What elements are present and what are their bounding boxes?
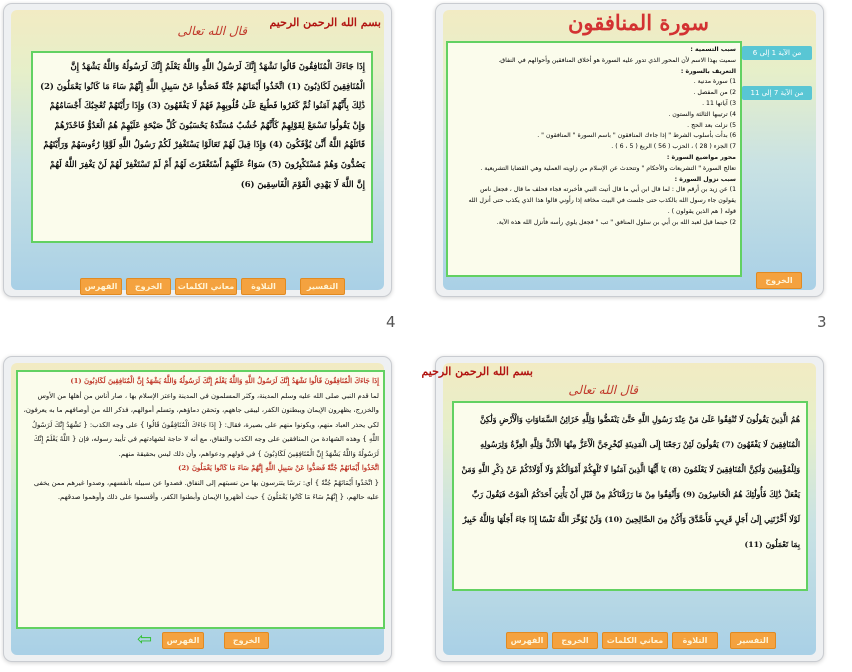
back-arrow-icon[interactable]: ⇦	[137, 629, 153, 650]
info-line: 2) حينما قيل لعبد الله بن أبي بن سلول المنافق " تب " فجعل يلوي رأسه فأنزل الله هذه الآية.	[496, 218, 736, 226]
qala-heading: قال الله تعالى	[177, 24, 247, 38]
verses-text: إِذَا جَاءَكَ الْمُنَافِقُونَ قَالُوا نَشْهَدُ إِنَّكَ لَرَسُولُ اللَّهِ وَاللَّهُ يَعْلَمُ إِنَّكَ لَرَسُولُهُ وَاللَّهُ يَشْهَدُ إِنَّ الْمُنَافِقِينَ لَكَاذِبُونَ (1) اتَّخَذُوا أَيْمَانَهُمْ جُنَّةً فَصَدُّوا عَنْ سَبِيلِ اللَّهِ إِنَّهُمْ سَاءَ مَا كَانُوا يَعْمَلُونَ (2) ذَٰلِكَ بِأَنَّهُمْ آمَنُوا ثُمَّ كَفَرُوا فَطُبِعَ عَلَىٰ قُلُوبِهِمْ فَهُمْ لَا يَفْقَهُونَ (3) وَإِذَا رَأَيْتَهُمْ تُعْجِبُكَ أَجْسَامُهُمْ وَإِنْ يَقُولُوا تَسْمَعْ لِقَوْلِهِمْ كَأَنَّهُمْ خُشُبٌ مُسَنَّدَةٌ يَحْسَبُونَ كُلَّ صَيْحَةٍ عَلَيْهِمْ هُمُ الْعَدُوُّ فَاحْذَرْهُمْ قَاتَلَهُمُ اللَّهُ أَنَّىٰ يُؤْفَكُونَ (4) وَإِذَا قِيلَ لَهُمْ تَعَالَوْا يَسْتَغْفِرْ لَكُمْ رَسُولُ اللَّهِ لَوَّوْا رُءُوسَهُمْ وَرَأَيْتَهُمْ يَصُدُّونَ وَهُمْ مُسْتَكْبِرُونَ (5) سَوَاءٌ عَلَيْهِمْ أَسْتَغْفَرْتَ لَهُمْ أَمْ لَمْ تَسْتَغْفِرْ لَهُمْ لَنْ يَغْفِرَ اللَّهُ لَهُمْ إِنَّ اللَّهَ لَا يَهْدِي الْقَوْمَ الْفَاسِقِينَ (6)	[40, 61, 365, 189]
info-line: تعالج السورة " التشريعات والأحكام " وتتحدث عن الإسلام من زاويته العملية وهي القضايا التشريعية .	[480, 164, 736, 172]
index-button[interactable]: الفهرس	[80, 278, 122, 295]
slide-3-thumbnail[interactable]	[435, 3, 824, 297]
info-line: 6) بدأت بأسلوب الشرط " إذا جاءك المنافقون " باسم السورة " المنافقون " .	[537, 132, 736, 140]
slide-4-thumbnail[interactable]	[3, 3, 392, 297]
verse-1: إِذَا جَاءَكَ الْمُنَافِقُونَ قَالُوا نَشْهَدُ إِنَّكَ لَرَسُولُ اللَّهِ وَاللَّهُ يَعْلَمُ إِنَّكَ لَرَسُولُهُ وَاللَّهُ يَشْهَدُ إِنَّ الْمُنَافِقِينَ لَكَاذِبُونَ (1)	[70, 377, 379, 385]
info-line: قوله ( هم الذين يقولون ) .	[667, 207, 736, 215]
tafsir-button[interactable]: التفسير	[300, 278, 345, 295]
verses-box	[31, 51, 373, 243]
info-heading: سبب التسمية :	[690, 46, 736, 53]
basmala: بسم الله الرحمن الرحيم	[421, 365, 533, 378]
tafsir-paragraph-1: لما قدم النبي صلى الله عليه وسلم المدينة، وكثر المسلمون في المدينة واعتز الإسلام بها ، صار أناس من أهلها من الأوس والخزرج، يظهرون الإيمان ويبطنون الكفر، ليبقى جاههم، وتحقن دماؤهم، وتسلم أموالهم، فذكر الله من أوصافهم ما به يعرفون، لكي يحذر العباد منهم، ويكونوا منهم على بصيرة، فقال: { إِذَا جَاءَكَ الْمُنَافِقُونَ قَالُوا } على وجه الكذب: { نَشْهَدُ إِنَّكَ لَرَسُولُ اللَّهِ } وهذه الشهادة من المنافقين على وجه الكذب والنفاق، مع أنه لا حاجة لشهادتهم في تأييد رسوله، فإن { اللَّهُ يَعْلَمُ إِنَّكَ لَرَسُولُهُ وَاللَّهُ يَشْهَدُ إِنَّ الْمُنَافِقِينَ لَكَاذِبُونَ } في قولهم ودعواهم، وأن ذلك ليس بحقيقة منهم.	[23, 391, 379, 458]
slide-number-3: 3	[817, 313, 827, 331]
slide-title: سورة المنافقون	[568, 10, 709, 35]
exit-button[interactable]: الخروج	[756, 272, 802, 289]
info-heading: محور مواضيع السورة :	[666, 153, 736, 161]
verses-1-6-link[interactable]: من الآية 1 إلى 6	[742, 46, 812, 60]
index-button[interactable]: الفهرس	[162, 632, 204, 649]
qala-heading: قال الله تعالى	[568, 383, 638, 397]
verses-text: هُمُ الَّذِينَ يَقُولُونَ لَا تُنْفِقُوا عَلَىٰ مَنْ عِنْدَ رَسُولِ اللَّهِ حَتَّىٰ يَنْفَضُّوا وَلِلَّهِ خَزَائِنُ السَّمَاوَاتِ وَالْأَرْضِ وَلَٰكِنَّ الْمُنَافِقِينَ لَا يَفْقَهُونَ (7) يَقُولُونَ لَئِنْ رَجَعْنَا إِلَى الْمَدِينَةِ لَيُخْرِجَنَّ الْأَعَزُّ مِنْهَا الْأَذَلَّ وَلِلَّهِ الْعِزَّةُ وَلِرَسُولِهِ وَلِلْمُؤْمِنِينَ وَلَٰكِنَّ الْمُنَافِقِينَ لَا يَعْلَمُونَ (8) يَا أَيُّهَا الَّذِينَ آمَنُوا لَا تُلْهِكُمْ أَمْوَالُكُمْ وَلَا أَوْلَادُكُمْ عَنْ ذِكْرِ اللَّهِ وَمَنْ يَفْعَلْ ذَٰلِكَ فَأُولَٰئِكَ هُمُ الْخَاسِرُونَ (9) وَأَنْفِقُوا مِنْ مَا رَزَقْنَاكُمْ مِنْ قَبْلِ أَنْ يَأْتِيَ أَحَدَكُمُ الْمَوْتُ فَيَقُولَ رَبِّ لَوْلَا أَخَّرْتَنِي إِلَىٰ أَجَلٍ قَرِيبٍ فَأَصَّدَّقَ وَأَكُنْ مِنَ الصَّالِحِينَ (10) وَلَنْ يُؤَخِّرَ اللَّهُ نَفْسًا إِذَا جَاءَ أَجَلُهَا وَاللَّهُ خَبِيرٌ بِمَا تَعْمَلُونَ (11)	[461, 415, 800, 549]
info-line: 4) ترتيبها الثالثة والستون .	[668, 110, 736, 118]
info-line: 1) عن زيد بن أرقم قال : لما قال ابن أبي ما قال أتيت النبي فأخبرته فجاء فحلف ما قال ، فجعل ناس	[480, 186, 736, 194]
info-line: 5) نزلت بعد الحج .	[687, 121, 736, 129]
verses-box	[452, 401, 808, 591]
index-button[interactable]: الفهرس	[506, 632, 548, 649]
word-meanings-button[interactable]: معاني الكلمات	[175, 278, 237, 295]
tafsir-box	[16, 370, 385, 629]
info-line: 3) آياتها 11 .	[702, 99, 736, 107]
info-line: يقولون جاء رسول الله بالكذب حتى جلست في البيت مخافة إذا رأوني قالوا هذا الذي يكذب حتى أنزل الله	[468, 197, 736, 205]
info-line: 7) الجزء ( 28 ) ، الحزب ( 56 ) الربع ( 5 ، 6 ) .	[611, 143, 736, 151]
exit-button[interactable]: الخروج	[126, 278, 171, 295]
surah-info-box	[446, 41, 742, 277]
info-heading: سبب نزول السورة :	[674, 175, 736, 183]
tafsir-paragraph-2: { اتَّخَذُوا أَيْمَانَهُمْ جُنَّةً } أي: ترسًا يتترسون بها من نسبتهم إلى النفاق. فصدوا عن سبيله بأنفسهم، وصدوا غيرهم ممن يخفى عليه حالهم، { إِنَّهُمْ سَاءَ مَا كَانُوا يَعْمَلُونَ } حيث أظهروا الإيمان وأبطنوا الكفر، وأقسموا على ذلك وأوهموا صدقهم.	[33, 478, 379, 501]
info-line: 2) من المفصل .	[693, 89, 736, 97]
exit-button[interactable]: الخروج	[224, 632, 269, 649]
verse-2: اتَّخَذُوا أَيْمَانَهُمْ جُنَّةً فَصَدُّوا عَنْ سَبِيلِ اللَّهِ إِنَّهُمْ سَاءَ مَا كَانُوا يَعْمَلُونَ (2)	[178, 464, 379, 472]
basmala: بسم الله الرحمن الرحيم	[269, 16, 381, 29]
info-heading: التعريف بالسورة :	[680, 67, 736, 75]
surah-info-text	[448, 43, 740, 231]
slide-number-4: 4	[386, 313, 396, 331]
slide-nav-bar	[506, 632, 776, 649]
slide-tafsir-thumbnail[interactable]	[3, 356, 392, 662]
exit-button[interactable]: الخروج	[552, 632, 598, 649]
slide-nav-bar	[80, 278, 345, 295]
recitation-button[interactable]: التلاوة	[672, 632, 718, 649]
verses-7-11-link[interactable]: من الآية 7 إلى 11	[742, 86, 812, 100]
recitation-button[interactable]: التلاوة	[241, 278, 286, 295]
tafsir-button[interactable]: التفسير	[730, 632, 776, 649]
word-meanings-button[interactable]: معاني الكلمات	[602, 632, 668, 649]
slide-5-thumbnail[interactable]	[421, 356, 824, 662]
info-line: سميت بهذا الاسم لأن المحور الذي تدور عليه السورة هو أخلاق المنافقين وأحوالهم في النفاق.	[498, 56, 736, 64]
slide-nav-bar	[162, 632, 269, 649]
info-line: 1) سورة مدنية .	[693, 78, 736, 86]
tafsir-text	[18, 372, 383, 507]
